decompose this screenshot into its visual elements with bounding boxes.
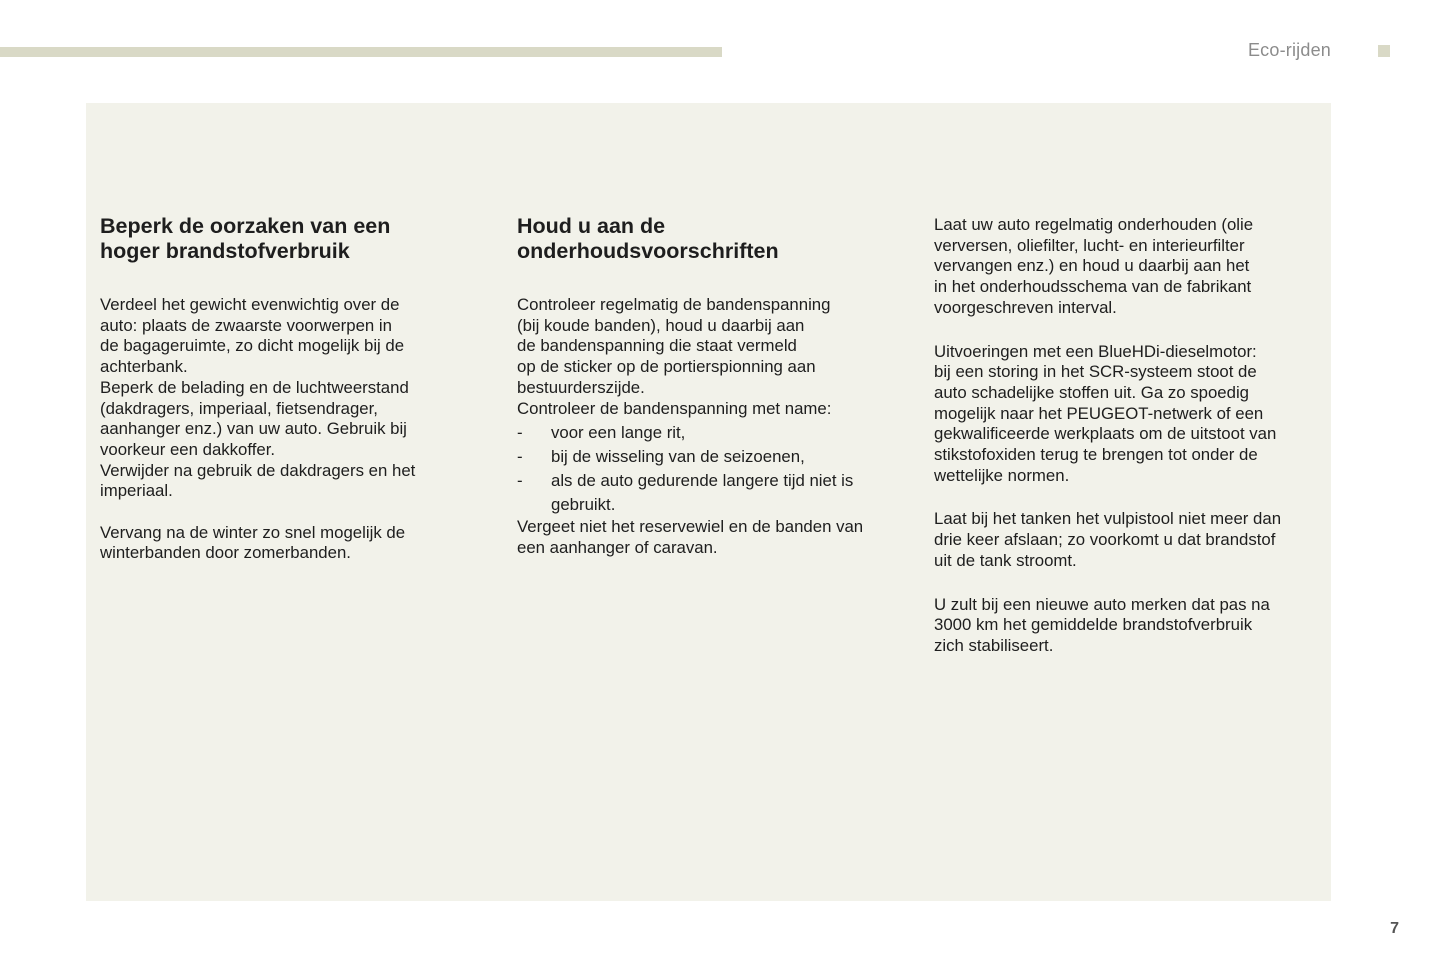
paragraph-new-car: U zult bij een nieuwe auto merken dat pas na 3000 km het gemiddelde brandstofverbruik zich stabiliseert. [934, 594, 1270, 655]
heading-maintenance: Houd u aan de onderhoudsvoorschriften [517, 214, 779, 263]
heading-reduce-consumption: Beperk de oorzaken van een hoger brandstofverbruik [100, 214, 391, 263]
page-number: 7 [1390, 920, 1399, 937]
list-item: - als de auto gedurende langere tijd niet is gebruikt. [517, 471, 854, 515]
column-maintenance [517, 214, 912, 559]
list-item: - voor een lange rit, [517, 423, 686, 443]
section-title: Eco-rijden [1247, 40, 1331, 60]
paragraph-bluehdi: Uitvoeringen met een BlueHDi-dieselmotor: bij een storing in het SCR-systeem stoot de auto schadelijke stoffen uit. Ga zo spoedig mogelijk naar het PEUGEOT-netwerk of een gekwalificeerde werkplaats om de uitstoot van stikstofoxiden terug te brengen tot onder de wettelijke normen. [934, 341, 1277, 485]
column-reduce-consumption [100, 214, 470, 564]
tyre-check-list [517, 421, 912, 517]
paragraph-weight-distribution: Verdeel het gewicht evenwichtig over de auto: plaats de zwaarste voorwerpen in de bagageruimte, zo dicht mogelijk bij de achterbank. Beperk de belading en de luchtweerstand (dakdragers, imperiaal, fietsendrager, aanhanger enz.) van uw auto. Gebruik bij voorkeur een dakkoffer. Verwijder na gebruik de dakdragers en het imperiaal. [100, 295, 416, 501]
section-marker-square [1378, 45, 1390, 57]
paragraph-refuelling: Laat bij het tanken het vulpistool niet meer dan drie keer afslaan; zo voorkomt u dat brandstof uit de tank stroomt. [934, 509, 1282, 570]
header-decorative-bar [0, 47, 722, 57]
list-item: - bij de wisseling van de seizoenen, [517, 447, 805, 467]
paragraph-tyre-pressure: Controleer regelmatig de bandenspanning (bij koude banden), houd u daarbij aan de bandenspanning die staat vermeld op de sticker op de portierspionning aan bestuurderszijde. Controleer de bandenspanning met name: [517, 295, 832, 418]
paragraph-spare-wheel: Vergeet niet het reservewiel en de banden van een aanhanger of caravan. [517, 517, 864, 557]
paragraph-regular-service: Laat uw auto regelmatig onderhouden (olie verversen, oliefilter, lucht- en interieurfilter vervangen enz.) en houd u daarbij aan het in het onderhoudsschema van de fabrikant voorgeschreven interval. [934, 215, 1254, 317]
paragraph-winter-tyres: Vervang na de winter zo snel mogelijk de winterbanden door zomerbanden. [100, 522, 406, 563]
column-service-advice [934, 214, 1326, 657]
